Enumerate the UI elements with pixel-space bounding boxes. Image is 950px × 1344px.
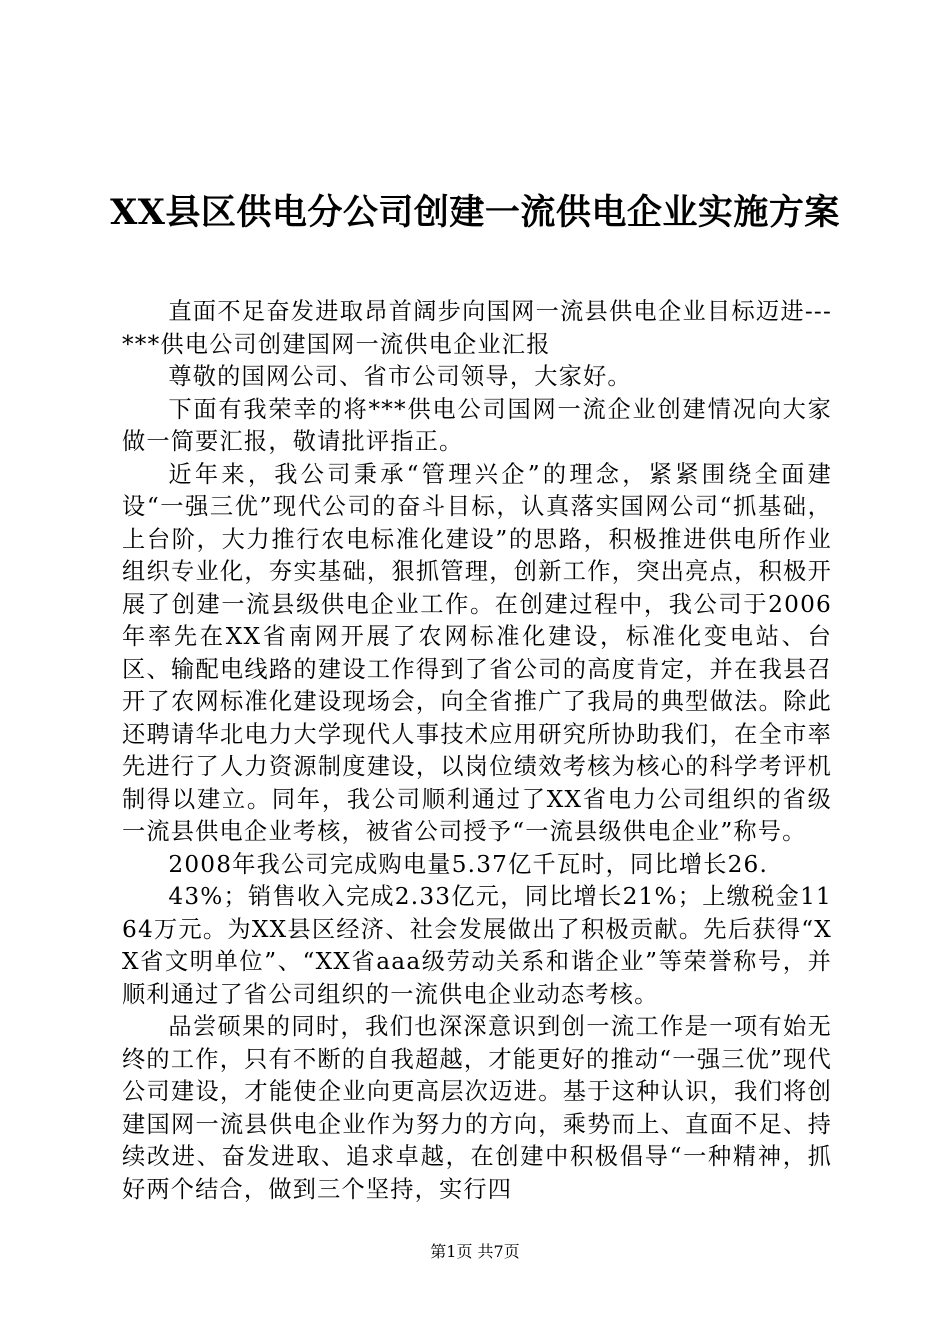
paragraph-preface: 下面有我荣幸的将***供电公司国网一流企业创建情况向大家做一简要汇报，敬请批评指正。	[122, 395, 832, 455]
paragraph-achievements: 品尝硕果的同时，我们也深深意识到创一流工作是一项有始无终的工作，只有不断的自我超越，才能更好的推动“一强三优”现代公司建设，才能使企业向更高层次迈进。基于这种认识，我们将创建国网一流县供电企业作为努力的方向，乘势而上、直面不足、持续改进、奋发进取、追求卓越，在创建中积极倡导“一种精神，抓好两个结合，做到三个坚持，实行四	[122, 1013, 832, 1203]
paragraph-2008-stats-continued: 43%；销售收入完成2.33亿元，同比增长21%；上缴税金1164万元。为XX县区经济、社会发展做出了积极贡献。先后获得“XX省文明单位”、“XX省aaa级劳动关系和谐企业”等荣誉称号，并顺利通过了省公司组织的一流供电企业动态考核。	[122, 883, 832, 1008]
paragraph-2008-stats: 2008年我公司完成购电量5.37亿千瓦时，同比增长26.	[168, 850, 769, 878]
paragraph-greeting: 尊敬的国网公司、省市公司领导，大家好。	[168, 363, 632, 390]
paragraph-recent-years: 近年来，我公司秉承“管理兴企”的理念，紧紧围绕全面建设“一强三优”现代公司的奋斗目标，认真落实国网公司“抓基础，上台阶，大力推行农电标准化建设”的思路，积极推进供电所作业组织专业化，夯实基础，狠抓管理，创新工作，突出亮点，积极开展了创建一流县级供电企业工作。在创建过程中，我公司于2006年率先在XX省南网开展了农网标准化建设，标准化变电站、台区、输配电线路的建设工作得到了省公司的高度肯定，并在我县召开了农网标准化建设现场会，向全省推广了我局的典型做法。除此还聘请华北电力大学现代人事技术应用研究所协助我们，在全市率先进行了人力资源制度建设，以岗位绩效考核为核心的科学考评机制得以建立。同年，我公司顺利通过了XX省电力公司组织的省级一流县供电企业考核，被省公司授予“一流县级供电企业”称号。	[122, 460, 832, 845]
paragraph-intro: 直面不足奋发进取昂首阔步向国网一流县供电企业目标迈进---***供电公司创建国网一流供电企业汇报	[122, 298, 832, 358]
page-footer: 第1页 共7页	[430, 1242, 520, 1261]
document-body	[122, 296, 832, 1206]
document-title: XX县区供电分公司创建一流供电企业实施方案	[110, 192, 840, 233]
